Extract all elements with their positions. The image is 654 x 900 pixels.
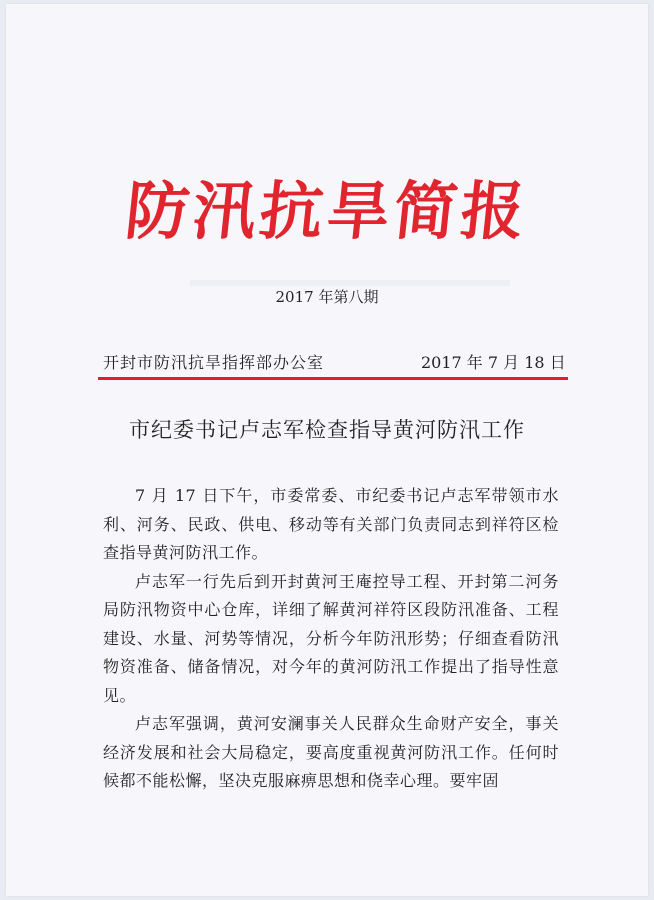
masthead-title: 防汛抗旱简报 (122, 174, 532, 248)
issue-date: 2017 年 7 月 18 日 (421, 353, 566, 372)
paragraph: 卢志军强调，黄河安澜事关人民群众生命财产安全，事关经济发展和社会大局稳定，要高度重视黄河防汛工作。任何时候都不能松懈，坚决克服麻痹思想和侥幸心理。要牢固 (103, 714, 559, 790)
paragraph: 卢志军一行先后到开封黄河王庵控导工程、开封第二河务局防汛物资中心仓库，详细了解黄河祥符区段防汛准备、工程建设、水量、河势等情况，分析今年防汛形势；仔细查看防汛物资准备、储备情况，对今年的黄河防汛工作提出了指导性意见。 (103, 571, 559, 705)
paragraph: 7 月 17 日下午，市委常委、市纪委书记卢志军带领市水利、河务、民政、供电、移动等有关部门负责同志到祥符区检查指导黄河防汛工作。 (103, 486, 559, 562)
issuing-office: 开封市防汛抗旱指挥部办公室 (103, 353, 325, 372)
article-headline: 市纪委书记卢志军检查指导黄河防汛工作 (129, 418, 525, 442)
red-divider (98, 377, 568, 380)
article-body (103, 482, 559, 796)
issue-number: 2017 年第八期 (275, 288, 379, 306)
